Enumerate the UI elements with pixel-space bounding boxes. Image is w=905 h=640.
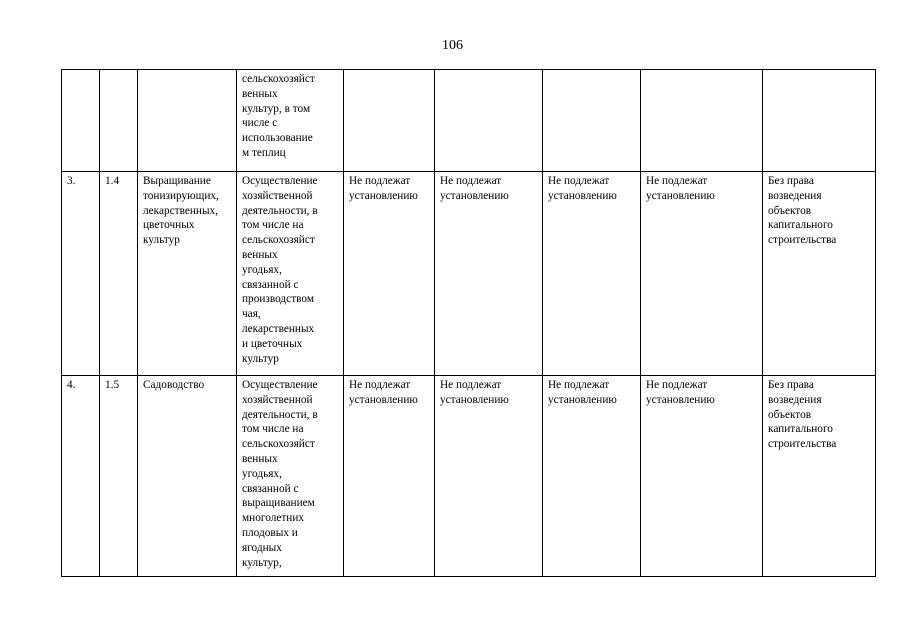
- param-cell: [344, 376, 435, 577]
- zoning-table: [61, 69, 876, 577]
- param-cell: [641, 70, 763, 172]
- restriction-cell: [763, 70, 876, 172]
- param-cell: [641, 172, 763, 376]
- row-number-cell: [62, 172, 100, 376]
- use-description: Осуществление хозяйственной деятельности, в том числе на сельскохозяйст венных угодьях, связанной с выращиванием многолетних плодовых и ягодных культур,: [242, 379, 318, 569]
- param-cell: [344, 172, 435, 376]
- param-cell: [435, 70, 543, 172]
- param-cell: [344, 70, 435, 172]
- param-value: Не подлежат установлению: [548, 379, 617, 406]
- restriction-cell: [763, 376, 876, 577]
- param-value: Не подлежат установлению: [646, 379, 715, 406]
- name-cell: [138, 376, 237, 577]
- use-description: сельскохозяйст венных культур, в том числе с использование м теплиц: [242, 73, 315, 159]
- description-cell: [237, 376, 344, 577]
- param-cell: [543, 70, 641, 172]
- description-cell: [237, 70, 344, 172]
- param-value: Не подлежат установлению: [548, 175, 617, 202]
- param-value: Не подлежат установлению: [349, 175, 418, 202]
- param-cell: [641, 376, 763, 577]
- code-cell: [100, 172, 138, 376]
- param-value: Не подлежат установлению: [440, 379, 509, 406]
- param-cell: [543, 172, 641, 376]
- row-number: 4.: [67, 379, 76, 391]
- description-cell: [237, 172, 344, 376]
- use-name: Садоводство: [143, 379, 205, 391]
- param-cell: [543, 376, 641, 577]
- page-number: 106: [442, 38, 463, 53]
- name-cell: [138, 70, 237, 172]
- param-value: Не подлежат установлению: [440, 175, 509, 202]
- restriction-text: Без права возведения объектов капитального строительства: [768, 175, 837, 247]
- use-code: 1.4: [105, 175, 120, 187]
- param-cell: [435, 376, 543, 577]
- table-row: [62, 70, 876, 172]
- restriction-cell: [763, 172, 876, 376]
- param-cell: [435, 172, 543, 376]
- row-number: 3.: [67, 175, 76, 187]
- table-row: [62, 172, 876, 376]
- row-number-cell: [62, 70, 100, 172]
- use-code: 1.5: [105, 379, 120, 391]
- use-description: Осуществление хозяйственной деятельности, в том числе на сельскохозяйст венных угодьях, связанной с производством чая, лекарственных и цветочных культур: [242, 175, 318, 365]
- restriction-text: Без права возведения объектов капитального строительства: [768, 379, 837, 451]
- name-cell: [138, 172, 237, 376]
- row-number-cell: [62, 376, 100, 577]
- code-cell: [100, 376, 138, 577]
- param-value: Не подлежат установлению: [349, 379, 418, 406]
- code-cell: [100, 70, 138, 172]
- table-row: [62, 376, 876, 577]
- param-value: Не подлежат установлению: [646, 175, 715, 202]
- use-name: Выращивание тонизирующих, лекарственных, цветочных культур: [143, 175, 219, 247]
